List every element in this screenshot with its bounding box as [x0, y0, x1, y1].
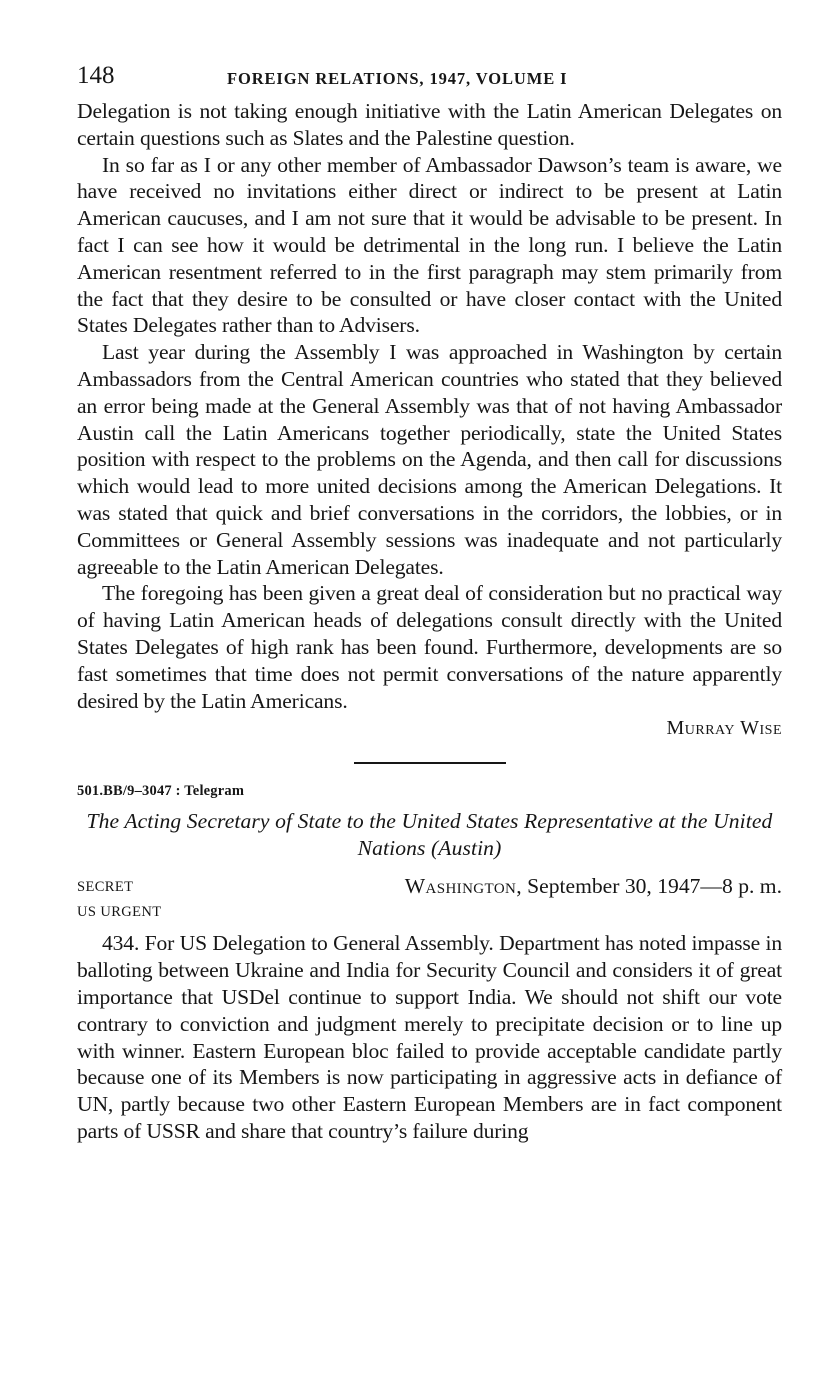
priority-label: US URGENT	[77, 904, 162, 921]
paragraph-4: The foregoing has been given a great deal of consideration but no practical way of having Latin American heads of delegations consult directly with the United States Delegates of high rank has been found. Furthermore, developments are so fast sometimes that time does not permit conversations of the nature apparently desired by the Latin Americans.	[77, 581, 782, 713]
document-page	[77, 62, 782, 1145]
document-title: The Acting Secretary of State to the United States Representative at the United Nations (Austin)	[86, 809, 773, 861]
dateline-row	[77, 874, 782, 902]
page-header	[77, 62, 782, 98]
telegram-body	[77, 930, 782, 1144]
dateline	[405, 874, 782, 899]
document-reference: 501.BB/9–3047 : Telegram	[77, 783, 245, 800]
paragraph-2: In so far as I or any other member of Ambassador Dawson’s team is aware, we have received no invitations either direct or indirect to be present at Latin American caucuses, and I am not sure that it would be advisable to be present. In fact I can see how it would be detrimental in the long run. I believe the Latin American resentment referred to in the first paragraph may stem primarily from the fact that they desire to be consulted or have closer contact with the United States Delegates rather than to Advisers.	[77, 152, 782, 338]
letter-body	[77, 98, 782, 714]
paragraph-3: Last year during the Assembly I was approached in Washington by certain Ambassadors from the Central American countries who stated that they believed an error being made at the General Assembly was that of not having Ambassador Austin call the Latin Americans together periodically, state the United States position with respect to the problems on the Agenda, and then call for discussions which would lead to more united decisions among the American Delegations. It was stated that quick and brief conversations in the corridors, the lobbies, or in Committees or General Assembly sessions was inadequate and not particularly agreeable to the Latin American Delegates.	[77, 340, 782, 579]
signature: Murray Wise	[666, 717, 782, 740]
telegram-paragraph: 434. For US Delegation to General Assembly. Department has noted impasse in balloting between Ukraine and India for Security Council and considers it of great importance that USDel continue to support India. We should not shift our vote contrary to conviction and judgment merely to precipitate decision or to line up with winner. Eastern European bloc failed to provide acceptable candidate partly because one of its Members is now participating in aggressive acts in defiance of UN, partly because two other Eastern European Members are in fact component parts of USSR and share that country’s failure during	[77, 931, 782, 1143]
section-divider	[354, 762, 506, 764]
classification-label: SECRET	[77, 879, 134, 896]
paragraph-1: Delegation is not taking enough initiative with the Latin American Delegates on certain questions such as Slates and the Palestine question.	[77, 99, 782, 150]
page-number: 148	[77, 62, 115, 89]
dateline-place: Washington	[404, 874, 517, 899]
running-head: FOREIGN RELATIONS, 1947, VOLUME I	[227, 69, 568, 88]
dateline-date: , September 30, 1947—8 p. m.	[516, 874, 782, 899]
